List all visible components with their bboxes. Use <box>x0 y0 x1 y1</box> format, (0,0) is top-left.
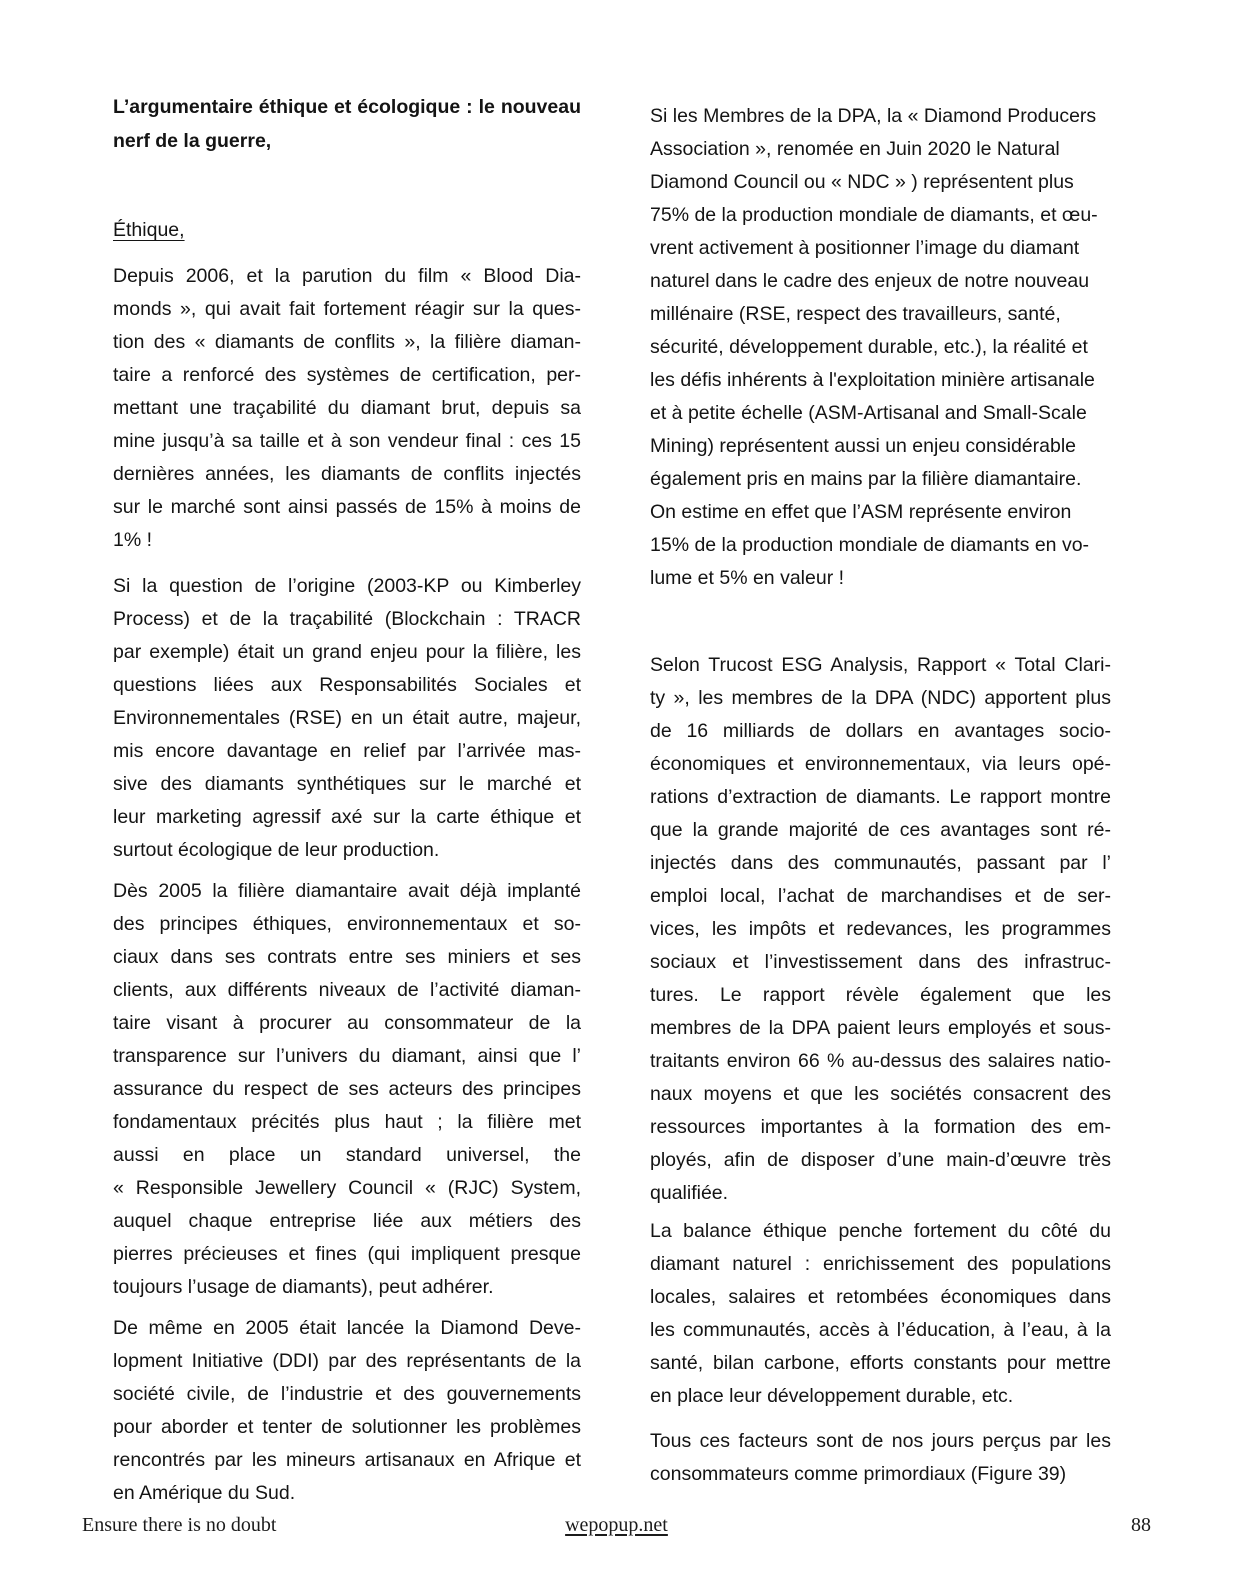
text-line: rencontrés par les mineurs artisanaux en Afrique et <box>113 1449 581 1471</box>
text-line: questions liées aux Responsabilités Sociales et <box>113 674 581 696</box>
text-line: sociaux et l’investissement dans des infrastruc- <box>650 951 1111 973</box>
text-line: mettant une traçabilité du diamant brut, depuis sa <box>113 397 581 419</box>
text-line: et à petite échelle (ASM-Artisanal and Small-Scale <box>650 402 1087 424</box>
paragraph-consumer-factors <box>650 1425 1111 1491</box>
text-line: qualifiée. <box>650 1182 729 1204</box>
text-line: 1% ! <box>113 529 153 551</box>
subheading-label: Éthique, <box>113 219 185 241</box>
text-line: auquel chaque entreprise liée aux métiers des <box>113 1210 581 1232</box>
text-line: Dès 2005 la filière diamantaire avait déjà implanté <box>113 880 581 902</box>
text-line: ty », les membres de la DPA (NDC) apportent plus <box>650 687 1111 709</box>
text-line: tion des « diamants de conflits », la filière diaman- <box>113 331 581 353</box>
text-line: des principes éthiques, environnementaux et so- <box>113 913 581 935</box>
text-line: Selon Trucost ESG Analysis, Rapport « Total Clari- <box>650 654 1111 676</box>
text-line: en place leur développement durable, etc. <box>650 1385 1014 1407</box>
text-line: société civile, de l’industrie et des gouvernements <box>113 1383 581 1405</box>
text-line: La balance éthique penche fortement du côté du <box>650 1220 1111 1242</box>
text-line: sécurité, développement durable, etc.), la réalité et <box>650 336 1088 358</box>
text-line: rations d’extraction de diamants. Le rapport montre <box>650 786 1111 808</box>
text-line: ployés, afin de disposer d’une main-d’œuvre très <box>650 1149 1111 1171</box>
text-line: pierres précieuses et fines (qui impliquent presque <box>113 1243 581 1265</box>
text-line: naux moyens et que les sociétés consacrent des <box>650 1083 1111 1105</box>
page-footer <box>82 1514 1151 1537</box>
text-line: sive des diamants synthétiques sur le marché et <box>113 773 581 795</box>
footer-motto: Ensure there is no doubt <box>82 1514 277 1536</box>
text-line: diamant naturel : enrichissement des populations <box>650 1253 1111 1275</box>
text-line: clients, aux différents niveaux de l’activité diaman- <box>113 979 581 1001</box>
text-line: Environnementales (RSE) en un était autre, majeur, <box>113 707 581 729</box>
text-line: assurance du respect de ses acteurs des principes <box>113 1078 581 1100</box>
text-line: 15% de la production mondiale de diamants en vo- <box>650 534 1090 556</box>
text-line: locales, salaires et retombées économiques dans <box>650 1286 1111 1308</box>
text-line: également pris en mains par la filière diamantaire. <box>650 468 1082 490</box>
text-line: nerf de la guerre, <box>113 130 272 152</box>
text-line: vices, les impôts et redevances, les programmes <box>650 918 1111 940</box>
text-line: taire a renforcé des systèmes de certification, per- <box>113 364 581 386</box>
paragraph-trucost-report <box>650 649 1111 1210</box>
text-line: aussi en place un standard universel, the <box>113 1144 581 1166</box>
text-line: dernières années, les diamants de conflits injectés <box>113 463 581 485</box>
paragraph-dpa-ndc <box>650 100 1111 595</box>
text-line: mine jusqu’à sa taille et à son vendeur final : ces 15 <box>113 430 581 452</box>
text-line: Tous ces facteurs sont de nos jours perçus par les <box>650 1430 1111 1452</box>
text-line: injectés dans des communautés, passant par l’ <box>650 852 1111 874</box>
paragraph-kimberley-process <box>113 570 581 867</box>
text-line: santé, bilan carbone, efforts constants pour mettre <box>650 1352 1111 1374</box>
right-column <box>650 90 1111 1491</box>
text-line: monds », qui avait fait fortement réagir sur la ques- <box>113 298 581 320</box>
text-line: On estime en effet que l’ASM représente environ <box>650 501 1072 523</box>
text-line: mis encore davantage en relief par l’arrivée mas- <box>113 740 581 762</box>
text-line: naturel dans le cadre des enjeux de notre nouveau <box>650 270 1090 292</box>
text-line: millénaire (RSE, respect des travailleurs, santé, <box>650 303 1061 325</box>
text-line: surtout écologique de leur production. <box>113 839 440 861</box>
text-line: de 16 milliards de dollars en avantages socio- <box>650 720 1111 742</box>
text-line: Association », renomée en Juin 2020 le Natural <box>650 138 1060 160</box>
text-line: Si les Membres de la DPA, la « Diamond Producers <box>650 105 1097 127</box>
footer-site-link[interactable]: wepopup.net <box>565 1514 668 1536</box>
paragraph-ddi-initiative <box>113 1312 581 1510</box>
text-line: lopment Initiative (DDI) par des représentants de la <box>113 1350 581 1372</box>
text-line: que la grande majorité de ces avantages sont ré- <box>650 819 1111 841</box>
text-line: Diamond Council ou « NDC » ) représentent plus <box>650 171 1074 193</box>
text-line: L’argumentaire éthique et écologique : le nouveau <box>113 96 581 118</box>
text-line: par exemple) était un grand enjeu pour la filière, les <box>113 641 581 663</box>
text-line: sur le marché sont ainsi passés de 15% à moins de <box>113 496 581 518</box>
text-line: consommateurs comme primordiaux (Figure 39) <box>650 1463 1067 1485</box>
text-line: Si la question de l’origine (2003-KP ou Kimberley <box>113 575 581 597</box>
text-line: tures. Le rapport révèle également que les <box>650 984 1111 1006</box>
text-line: toujours l’usage de diamants), peut adhérer. <box>113 1276 494 1298</box>
text-line: Mining) représentent aussi un enjeu considérable <box>650 435 1077 457</box>
text-line: ressources importantes à la formation des em- <box>650 1116 1111 1138</box>
text-line: en Amérique du Sud. <box>113 1482 296 1504</box>
paragraph-ethical-balance <box>650 1215 1111 1413</box>
section-heading <box>113 90 581 158</box>
text-line: traitants environ 66 % au-dessus des salaires natio- <box>650 1050 1111 1072</box>
text-line: Depuis 2006, et la parution du film « Blood Dia- <box>113 265 581 287</box>
subheading-ethique <box>113 214 581 247</box>
page-number: 88 <box>1130 1514 1151 1536</box>
paragraph-blood-diamonds <box>113 260 581 557</box>
text-line: les communautés, accès à l’éducation, à l’eau, à la <box>650 1319 1111 1341</box>
text-line: lume et 5% en valeur ! <box>650 567 845 589</box>
text-line: De même en 2005 était lancée la Diamond Deve- <box>113 1317 581 1339</box>
paragraph-rjc-standard <box>113 875 581 1304</box>
text-line: taire visant à procurer au consommateur de la <box>113 1012 581 1034</box>
text-line: les défis inhérents à l'exploitation minière artisanale <box>650 369 1095 391</box>
text-line: 75% de la production mondiale de diamants, et œu- <box>650 204 1098 226</box>
left-column <box>113 90 581 1510</box>
text-line: économiques et environnementaux, via leurs opé- <box>650 753 1111 775</box>
text-line: vrent activement à positionner l’image du diamant <box>650 237 1080 259</box>
text-line: transparence sur l’univers du diamant, ainsi que l’ <box>113 1045 581 1067</box>
text-line: fondamentaux précités plus haut ; la filière met <box>113 1111 581 1133</box>
text-line: leur marketing agressif axé sur la carte éthique et <box>113 806 581 828</box>
text-line: Process) et de la traçabilité (Blockchain : TRACR <box>113 608 581 630</box>
text-line: pour aborder et tenter de solutionner les problèmes <box>113 1416 581 1438</box>
text-line: ciaux dans ses contrats entre ses miniers et ses <box>113 946 581 968</box>
text-line: « Responsible Jewellery Council « (RJC) System, <box>113 1177 581 1199</box>
text-line: membres de la DPA paient leurs employés et sous- <box>650 1017 1111 1039</box>
text-line: emploi local, l’achat de marchandises et de ser- <box>650 885 1111 907</box>
